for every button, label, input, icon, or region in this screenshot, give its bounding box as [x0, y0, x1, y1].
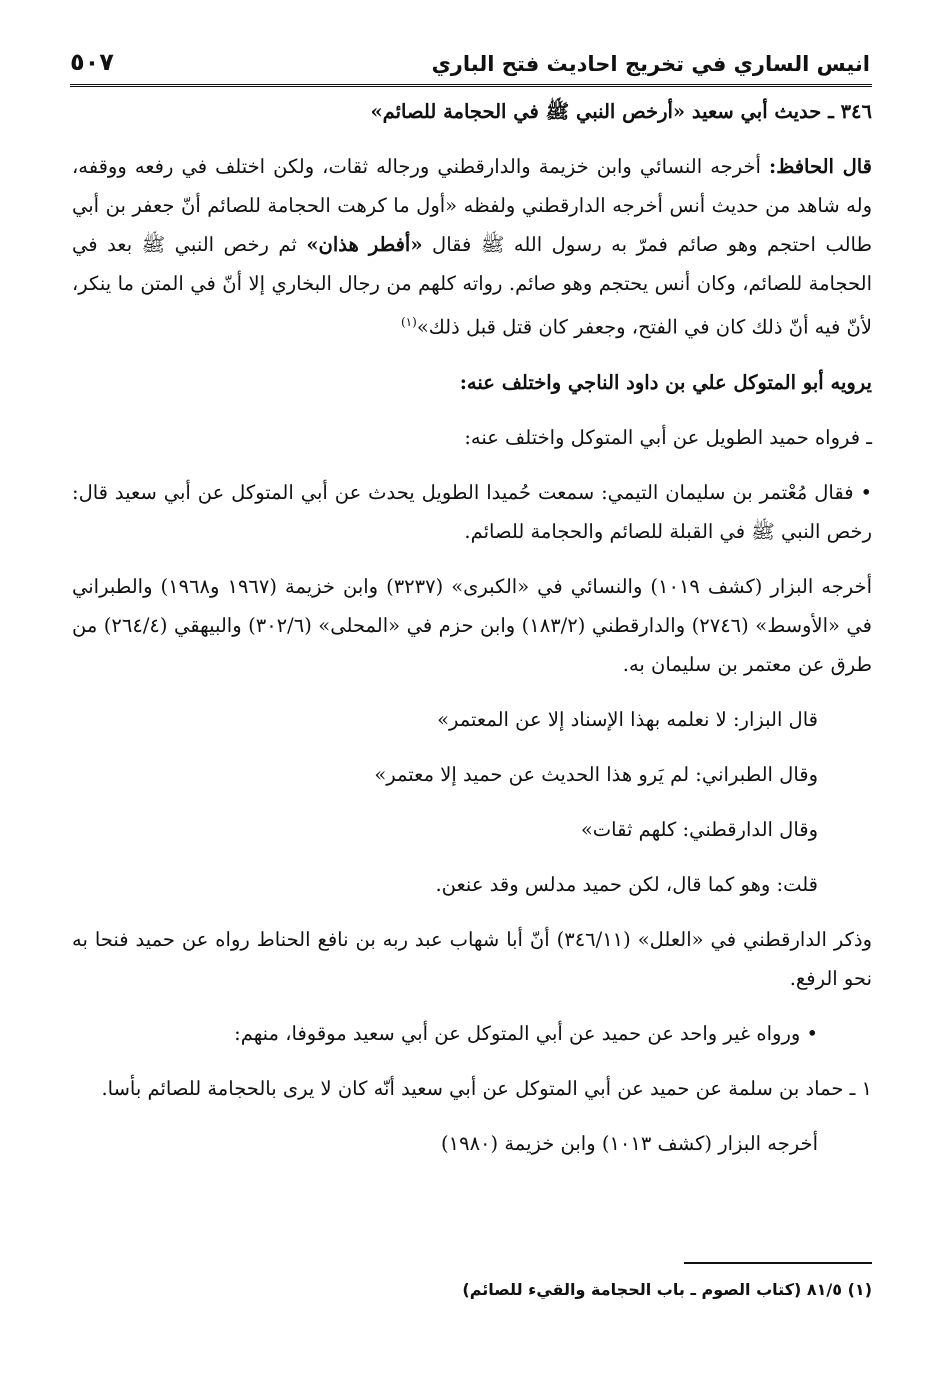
narrator-line: يرويه أبو المتوكل علي بن داود الناجي واختلف عنه: — [459, 370, 872, 394]
running-title: انيس الساري في تخريج احاديث فتح الباري — [431, 52, 870, 76]
humaid-line: ـ فرواه حميد الطويل عن أبي المتوكل واختلف عنه: — [464, 425, 872, 449]
footnote-separator — [684, 1262, 872, 1264]
ilal-paragraph: وذكر الدارقطني في «العلل» (٣٤٦/١١) أنّ أبا شهاب عبد ربه بن نافع الحناط رواه عن حميد فنحا به نحو الرفع. — [72, 927, 872, 990]
page-number: ٥٠٧ — [70, 48, 114, 76]
hafiz-quote: «أفطر هذان» — [306, 233, 423, 256]
last-takhrij: أخرجه البزار (كشف ١٠١٣) وابن خزيمة (١٩٨٠) — [441, 1131, 818, 1155]
qultu-line: قلت: وهو كما قال، لكن حميد مدلس وقد عنعن. — [435, 872, 818, 896]
hafiz-label: قال الحافظ: — [769, 155, 873, 178]
hafiz-text: أخرجه النسائي وابن خزيمة والدارقطني ورجاله ثقات، ولكن اختلف في رفعه ووقفه، وله شاهد من حديث أنس أخرجه الدارقطني ولفظه «أول ما كرهت الحجامة للصائم أنّ جعفر بن أبي طالب احتجم وهو صائم فمرّ به رسول الله ﷺ فقال — [72, 155, 873, 256]
header-rule — [70, 84, 872, 87]
mawquf-line: • ورواه غير واحد عن حميد عن أبي المتوكل عن أبي سعيد موقوفا، منهم: — [234, 1021, 818, 1045]
bazzar-quote: قال البزار: لا نعلمه بهذا الإسناد إلا عن المعتمر» — [437, 707, 818, 731]
tabarani-quote: وقال الطبراني: لم يَرو هذا الحديث عن حميد إلا معتمر» — [374, 762, 818, 786]
daraqutni-quote: وقال الدارقطني: كلهم ثقات» — [580, 817, 818, 841]
takhrij-paragraph: أخرجه البزار (كشف ١٠١٩) والنسائي في «الكبرى» (٣٢٣٧) وابن خزيمة (١٩٦٧ و١٩٦٨) والطبراني في «الأوسط» (٢٧٤٦) والدارقطني (١٨٣/٢) وابن حزم في «المحلى» (٣٠٢/٦) والبيهقي (٢٦٤/٤) من طرق عن معتمر بن سليمان به. — [72, 574, 872, 676]
main-text — [72, 92, 872, 1163]
mutamir-paragraph: • فقال مُعْتمر بن سليمان التيمي: سمعت حُميدا الطويل يحدث عن أبي المتوكل عن أبي سعيد قال: رخص النبي ﷺ في القبلة للصائم والحجامة للصائم. — [72, 480, 872, 543]
hammad-paragraph: ١ ـ حماد بن سلمة عن حميد عن أبي المتوكل عن أبي سعيد أنّه كان لا يرى بالحجامة للصائم بأسا. — [101, 1076, 872, 1100]
page-header — [70, 36, 870, 76]
footnote: (١) ٨١/٥ (كتاب الصوم ـ باب الحجامة والقيء للصائم) — [462, 1280, 872, 1299]
hadith-heading: ٣٤٦ ـ حديث أبي سعيد «أرخص النبي ﷺ في الحجامة للصائم» — [370, 100, 872, 123]
hafiz-text-2: ثم رخص النبي ﷺ بعد في الحجامة للصائم، وكان أنس يحتجم وهو صائم. رواته كلهم من رجال البخاري إلا أنّ في المتن ما ينكر، لأنّ فيه أنّ ذلك كان في الفتح، وجعفر كان قتل قبل ذلك» — [72, 233, 872, 339]
hafiz-paragraph — [72, 147, 872, 347]
footnote-ref: (١) — [400, 315, 417, 329]
